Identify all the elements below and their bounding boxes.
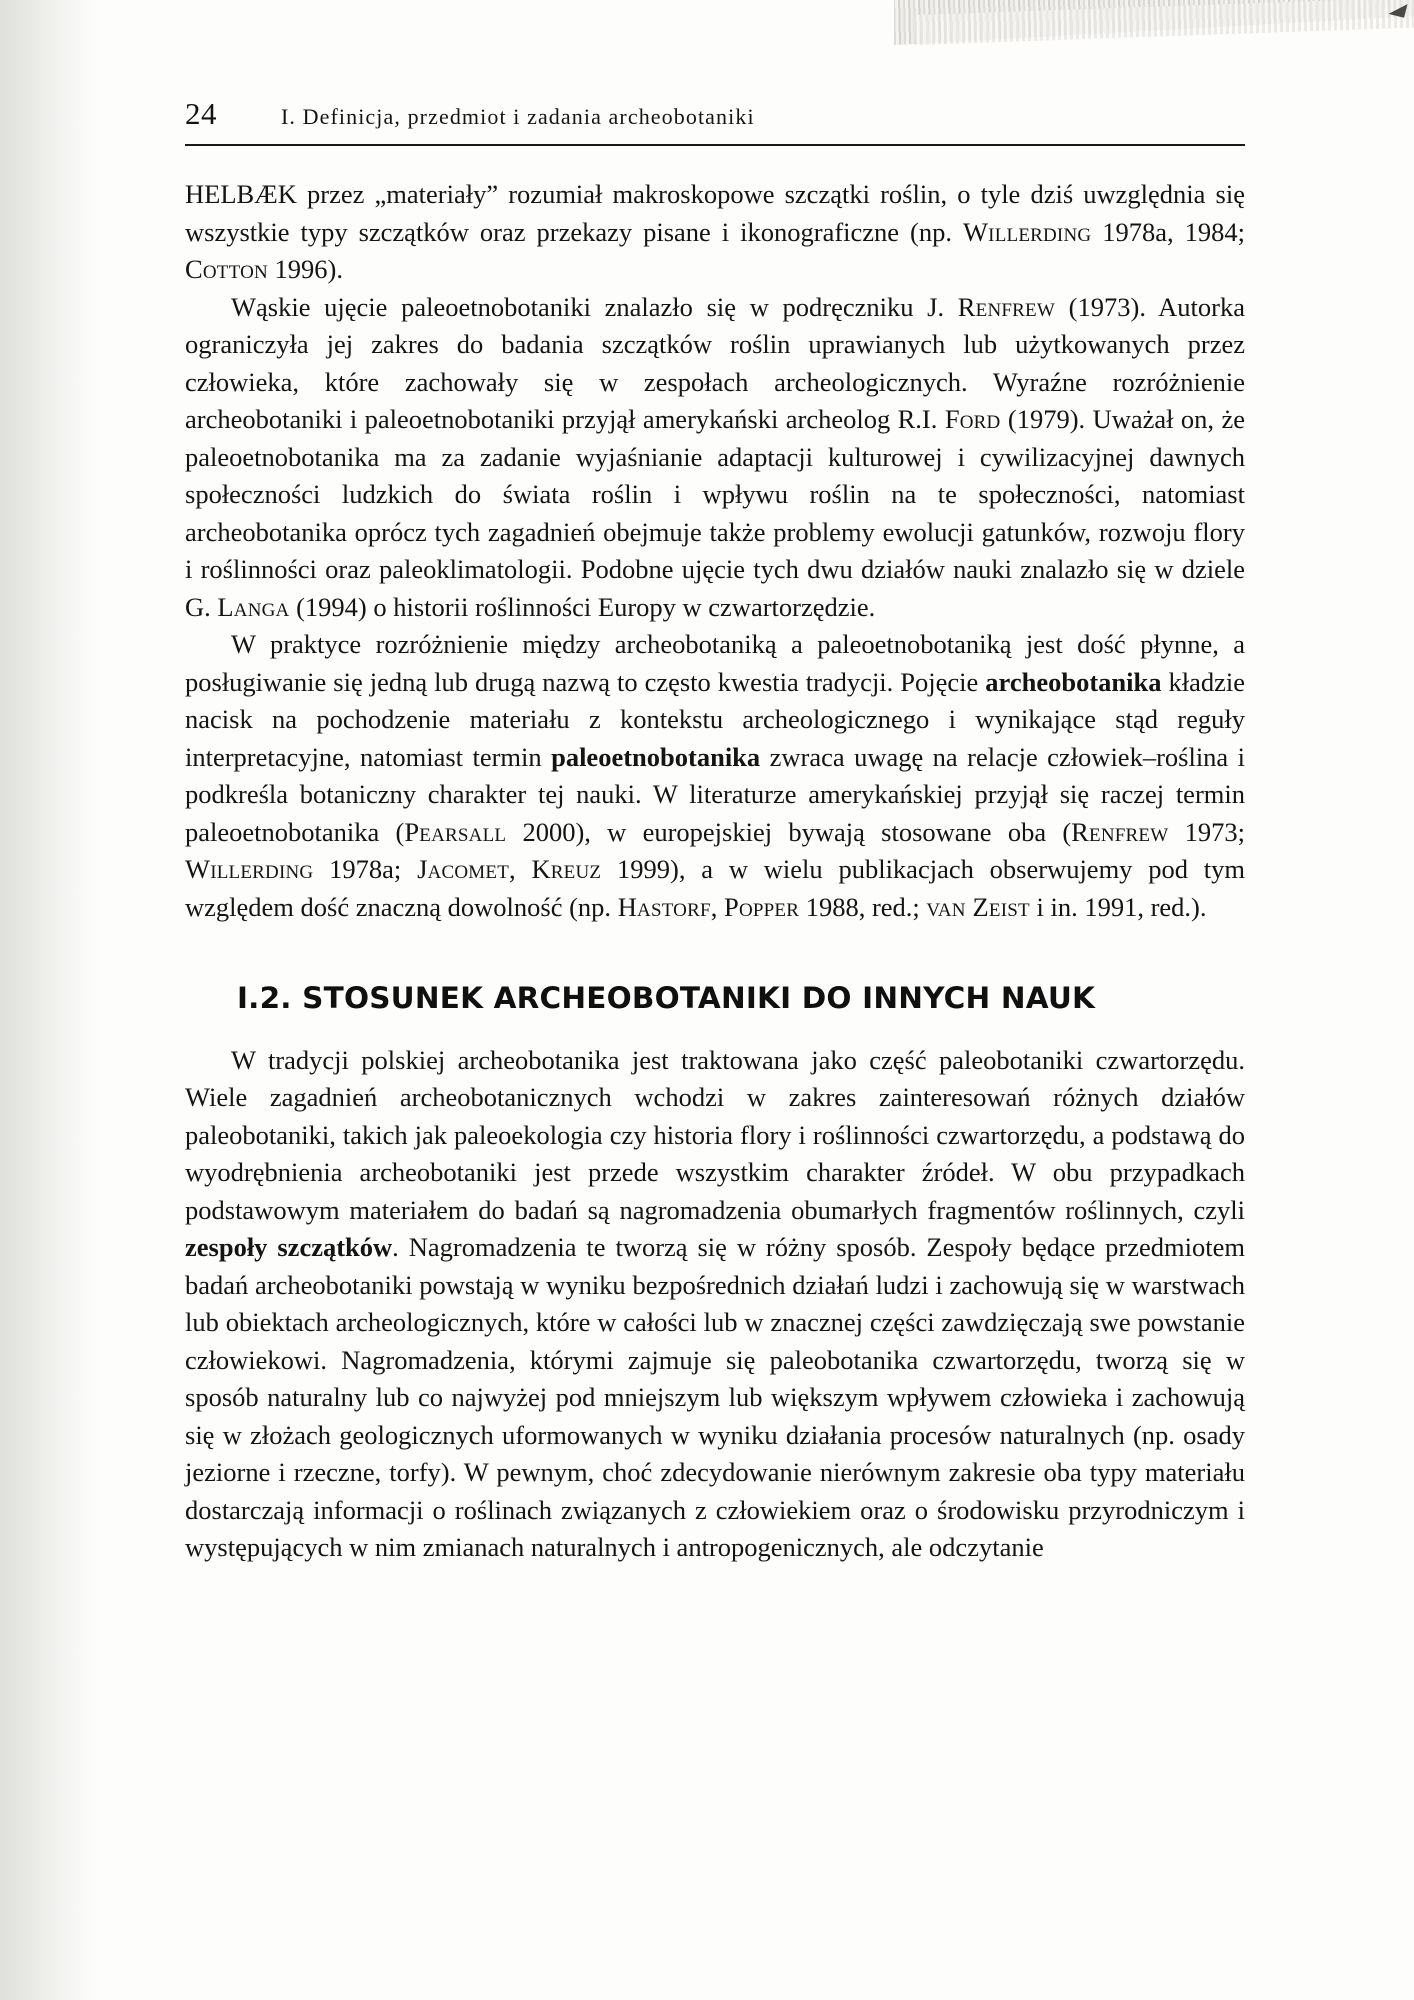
section-heading: I.2. STOSUNEK ARCHEOBOTANIKI DO INNYCH NAUK: [237, 981, 1096, 1015]
running-head: [185, 96, 1245, 146]
running-head-title: I. Definicja, przedmiot i zadania archeobotaniki: [281, 104, 755, 129]
paragraph-2: Wąskie ujęcie paleoetnobotaniki znalazło się w podręczniku J. Renfrew (1973). Autorka ograniczyła jej zakres do badania szczątków roślin uprawianych lub użytkowanych przez człowieka, które zachowały się w zespołach archeologicznych. Wyraźne rozróżnienie archeobotaniki i paleoetnobotaniki przyjął amerykański archeolog R.I. Ford (1979). Uważał on, że paleoetnobotanika ma za zadanie wyjaśnianie adaptacji kulturowej i cywilizacyjnej dawnych społeczności ludzkich do świata roślin i wpływu roślin na te społeczności, natomiast archeobotanika oprócz tych zagadnień obejmuje także problemy ewolucji gatunków, rozwoju flory i roślinności oraz paleoklimatologii. Podobne ujęcie tych dwu działów nauki znalazło się w dziele G. Langa (1994) o historii roślinności Europy w czwartorzędzie.: [185, 291, 1245, 622]
paragraph-4: W tradycji polskiej archeobotanika jest traktowana jako część paleobotaniki czwartorzędu. Wiele zagadnień archeobotanicznych wchodzi w zakres zainteresowań różnych działów paleobotaniki, takich jak paleoekologia czy historia flory i roślinności czwartorzędu, a podstawą do wyodrębnienia archeobotaniki jest przede wszystkim charakter źródeł. W obu przypadkach podstawowym materiałem do badań są nagromadzenia obumarłych fragmentów roślinnych, czyli zespoły szczątków. Nagromadzenia te tworzą się w różny sposób. Zespoły będące przedmiotem badań archeobotaniki powstają w wyniku bezpośrednich działań ludzi i zachowują się w warstwach lub obiektach archeologicznych, które w całości lub w znacznej części zawdzięczają swe powstanie człowiekowi. Nagromadzenia, którymi zajmuje się paleobotanika czwartorzędu, tworzą się w sposób naturalny lub co najwyżej pod mniejszym lub większym wpływem człowieka i zachowują się w złożach geologicznych uformowanych w wyniku działania procesów naturalnych (np. osady jeziorne i rzeczne, torfy). W pewnym, choć zdecydowanie nierównym zakresie oba typy materiału dostarczają informacji o roślinach związanych z człowiekiem oraz o środowisku przyrodniczym i występujących w nim zmianach naturalnych i antropogenicznych, ale odczytanie: [185, 1044, 1245, 1562]
page-number: 24: [185, 96, 217, 131]
paragraph-1: HELBÆK przez „materiały” rozumiał makroskopowe szczątki roślin, o tyle dziś uwzględnia się wszystkie typy szczątków oraz przekazy pisane i ikonograficzne (np. Willerding 1978a, 1984; Cotton 1996).: [185, 179, 1246, 284]
scan-edge-band: [894, 0, 1414, 46]
scan-edge-artifact: [894, 0, 1414, 70]
scan-corner-arrow-icon: [1389, 0, 1408, 17]
paragraph-3: W praktyce rozróżnienie między archeobotaniką a paleoetnobotaniką jest dość płynne, a posługiwanie się jedną lub drugą nazwą to często kwestia tradycji. Pojęcie archeobotanika kładzie nacisk na pochodzenie materiału z kontekstu archeologicznego i wynikające stąd reguły interpretacyjne, natomiast termin paleoetnobotanika zwraca uwagę na relacje człowiek–roślina i podkreśla botaniczny charakter tej nauki. W literaturze amerykańskiej przyjął się raczej termin paleoetnobotanika (Pearsall 2000), w europejskiej bywają stosowane oba (Renfrew 1973; Willerding 1978a; Jacomet, Kreuz 1999), a w wielu publikacjach obserwujemy pod tym względem dość znaczną dowolność (np. Hastorf, Popper 1988, red.; van Zeist i in. 1991, red.).: [185, 629, 1246, 922]
body-text: [185, 176, 1245, 1567]
binding-shadow: [0, 0, 120, 2000]
page-content: [185, 96, 1245, 1567]
scan-edge-band-secondary: [914, 0, 1414, 45]
